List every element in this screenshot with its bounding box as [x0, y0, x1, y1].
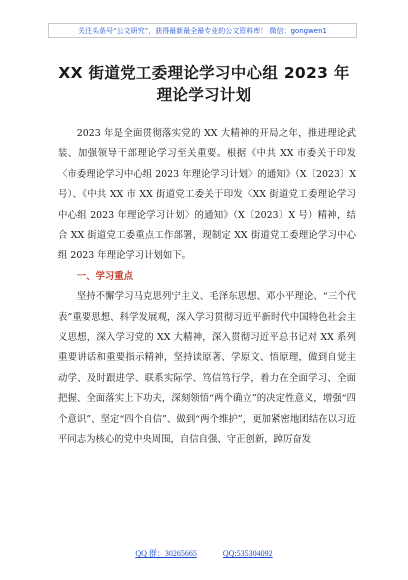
title-line-2: 理论学习计划: [156, 86, 252, 104]
study-focus-paragraph: 坚持不懈学习马克思列宁主义、毛泽东思想、邓小平理论、“三个代表”重要思想、科学发展观，深入学习贯彻习近平新时代中国特色社会主义思想，深入学习党的 XX 大精神，深入贯彻习近平总书记对 XX 系列重要讲话和重要指示精神，坚持读原著、学原文、悟原理，做到自觉主动学、及时跟进学、联系实际学、笃信笃行学，着力在全面学习、全面把握、全面落实上下功夫，深刻领悟“两个确立”的决定性意义，增强“四个意识”、坚定“四个自信”、做到“两个维护”，更加紧密地团结在以习近平同志为核心的党中央周围，自信自强、守正创新，踔厉奋发: [58, 291, 356, 446]
qq-group-link[interactable]: QQ 群：30265665: [135, 549, 197, 558]
document-body: [58, 124, 356, 451]
document-title: [0, 62, 408, 106]
title-line-1: XX 街道党工委理论学习中心组 2023 年: [58, 64, 350, 82]
qq-link[interactable]: QQ:535304092: [222, 549, 273, 558]
footer: [0, 548, 408, 559]
intro-paragraph: 2023 年是全面贯彻落实党的 XX 大精神的开局之年，推进理论武装、加强领导干部理论学习至关重要。根据《中共 XX 市委关于印发〈市委理论学习中心组 2023 年理论学习计划〉的通知》（X〔2023〕X 号）、《中共 XX 市 XX 街道党工委关于印发〈XX 街道党工委理论学习中心组 2023 年理论学习计划〉的通知》（X〔2023〕X 号）精神，结合 XX 街道党工委重点工作部署，现制定 XX 街道党工委理论学习中心组 2023 年理论学习计划如下。: [58, 128, 356, 262]
top-banner: 关注头条号“公文研究”，获得最新最全最专业的公文资料库！ 微信：gongwen1: [48, 23, 357, 38]
section-heading: 一、学习重点: [76, 270, 134, 282]
